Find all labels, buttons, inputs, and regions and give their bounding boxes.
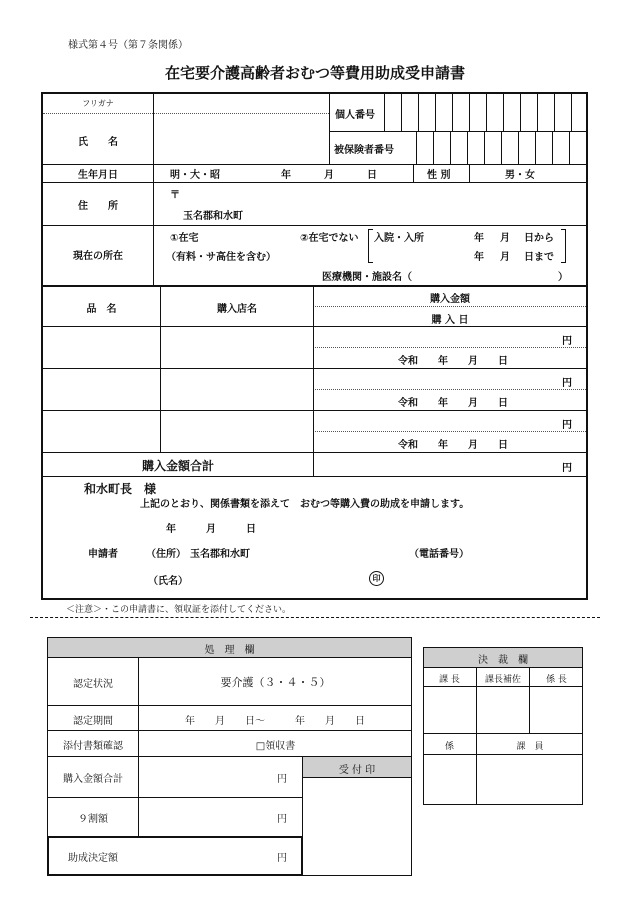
- purchase-total-label: 購入金額合計: [141, 459, 214, 473]
- purchase-total-yen: 円: [562, 463, 572, 474]
- name-label: 氏 名: [78, 137, 118, 148]
- certification-period-label: 認定期間: [73, 716, 113, 727]
- form-number: 様式第４号（第７条関係）: [68, 40, 188, 51]
- birth-year-unit: 年: [281, 170, 291, 181]
- section-chief-label: 課 長: [439, 675, 460, 685]
- declaration-statement: 上記のとおり、関係書類を添えて おむつ等購入費の助成を申請します。: [140, 499, 470, 510]
- form-title: 在宅要介護高齢者おむつ等費用助成受申請書: [164, 64, 465, 82]
- row1-yen: 円: [562, 336, 572, 347]
- staff-label: 課 員: [516, 742, 544, 752]
- declaration-date: 年 月 日: [166, 524, 256, 535]
- decision-amount-yen: 円: [277, 853, 287, 864]
- amount-header: 購入金額: [430, 294, 470, 305]
- row2-date: 令和 年 月 日: [398, 398, 508, 409]
- ninety-percent-yen: 円: [277, 814, 287, 825]
- address-value: 玉名郡和水町: [183, 211, 243, 222]
- bracket-left: [368, 229, 373, 263]
- name-field[interactable]: [154, 114, 328, 163]
- row2-yen: 円: [562, 378, 572, 389]
- until-day-suffix: 日まで: [524, 252, 554, 263]
- applicant-label: 申請者: [88, 549, 118, 560]
- documents-label: 添付書類確認: [63, 741, 123, 752]
- address-label: 住 所: [78, 201, 118, 212]
- from-day-suffix: 日から: [524, 233, 554, 244]
- birthdate-label: 生年月日: [78, 170, 118, 181]
- until-year-unit: 年: [474, 252, 484, 263]
- seal-mark: 印: [369, 571, 384, 586]
- personal-number-label: 個人番号: [335, 110, 375, 121]
- from-year-unit: 年: [474, 233, 484, 244]
- ninety-percent-label: ９割額: [78, 814, 108, 825]
- birth-day-unit: 日: [367, 170, 377, 181]
- applicant-name-label: （氏名）: [148, 576, 188, 587]
- processing-header: 処 理 欄: [204, 645, 255, 656]
- approval-table: [423, 647, 583, 805]
- applicant-phone-label: （電話番号）: [409, 549, 469, 560]
- addressee: 和水町長 様: [84, 482, 157, 496]
- until-month-unit: 月: [500, 252, 510, 263]
- furigana-field[interactable]: [154, 94, 328, 113]
- facility-label: 医療機関・施設名（: [322, 272, 412, 283]
- clerk-label: 係: [444, 742, 454, 752]
- at-home-note: （有料・サ高住を含む）: [166, 252, 276, 263]
- row3-yen: 円: [562, 420, 572, 431]
- subsection-chief-label: 係 長: [546, 675, 567, 685]
- certification-period-value[interactable]: 年 月 日～ 年 月 日: [185, 716, 365, 727]
- documents-checkbox[interactable]: □領収書: [255, 741, 296, 752]
- bracket-right: [561, 229, 566, 263]
- insured-number-label: 被保険者番号: [334, 145, 394, 156]
- item-header: 品 名: [86, 304, 117, 315]
- stamp-header: 受 付 印: [338, 765, 376, 776]
- date-header: 購 入 日: [431, 315, 469, 326]
- not-at-home-option[interactable]: ②在宅でない: [300, 233, 359, 244]
- sex-label: 性 別: [427, 170, 451, 181]
- row1-date: 令和 年 月 日: [398, 356, 508, 367]
- location-label: 現在の所在: [73, 251, 123, 262]
- applicant-address-value: 玉名郡和水町: [190, 549, 250, 560]
- facility-close: ）: [558, 272, 568, 283]
- certification-status-label: 認定状況: [73, 679, 113, 690]
- applicant-address-label: （住所）: [146, 549, 186, 560]
- row3-date: 令和 年 月 日: [398, 440, 508, 451]
- approval-header: 決 裁 欄: [478, 655, 528, 666]
- notice-text: ＜注意＞・この申請書に、領収証を添付してください。: [66, 605, 292, 615]
- certification-status-value[interactable]: 要介護（３・４・５）: [220, 676, 331, 689]
- at-home-option[interactable]: ①在宅: [170, 233, 199, 244]
- store-header: 購入店名: [217, 304, 257, 315]
- era-options[interactable]: 明・大・昭: [170, 170, 220, 181]
- birth-month-unit: 月: [324, 170, 334, 181]
- cut-line: [30, 617, 600, 618]
- processing-total-label: 購入金額合計: [63, 774, 123, 785]
- admission-label: 入院・入所: [374, 233, 424, 244]
- deputy-chief-label: 課長補佐: [484, 675, 521, 685]
- sex-options[interactable]: 男・女: [505, 170, 535, 181]
- from-month-unit: 月: [500, 233, 510, 244]
- furigana-label: フリガナ: [82, 99, 114, 108]
- processing-total-yen: 円: [277, 774, 287, 785]
- decision-amount-label: 助成決定額: [68, 853, 118, 864]
- postal-mark: 〒: [170, 190, 180, 201]
